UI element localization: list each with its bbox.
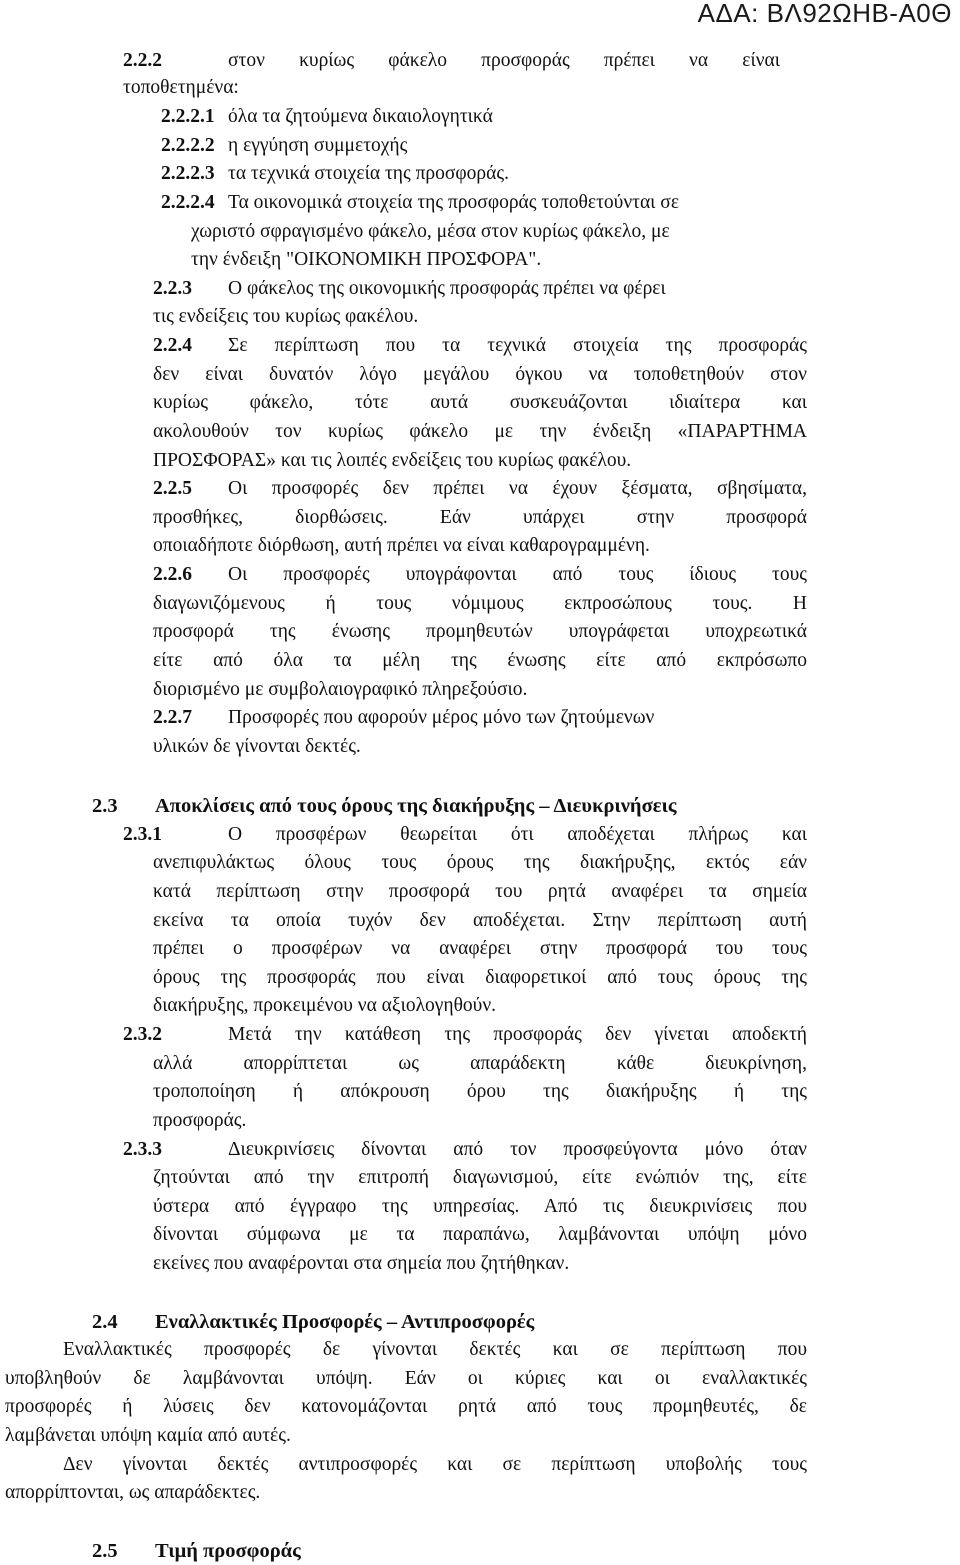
subsection-number: 2.2.2.3	[161, 163, 215, 184]
paragraph-line: Προσφορές που αφορούν μέρος μόνο των ζητούμενων	[228, 707, 655, 728]
subsection-text: η εγγύηση συμμετοχής	[228, 135, 408, 156]
paragraph-line: στον κυρίως φάκελο προσφοράς πρέπει να είναι	[228, 50, 780, 71]
ada-code: ΑΔΑ: ΒΛ92ΩΗΒ-Α0Θ	[697, 0, 952, 28]
heading-title: Αποκλίσεις από τους όρους της διακήρυξης – Διευκρινήσεις	[155, 795, 677, 817]
paragraph-line: Διευκρινίσεις δίνονται από τον προσφεύγοντα μόνο όταν	[228, 1139, 807, 1160]
heading-number: 2.5	[92, 1540, 118, 1562]
paragraph-line: ύστερα από έγγραφο της υπηρεσίας. Από τις διευκρινίσεις που	[153, 1196, 807, 1217]
paragraph-line: προσφορά της ένωσης προμηθευτών υπογράφεται υποχρεωτικά	[153, 621, 807, 642]
paragraph-line: δίνονται σύμφωνα με τα παραπάνω, λαμβάνονται υπόψη μόνο	[153, 1224, 807, 1245]
paragraph-line: οποιαδήποτε διόρθωση, αυτή πρέπει να είναι καθαρογραμμένη.	[153, 535, 650, 556]
section-number: 2.2.4	[153, 335, 192, 356]
paragraph-line: υποβληθούν δε λαμβάνονται υπόψη. Εάν οι κύριες και οι εναλλακτικές	[5, 1368, 807, 1389]
paragraph-line: ακολουθούν τον κυρίως φάκελο με την ένδειξη «ΠΑΡΑΡΤΗΜΑ	[153, 421, 807, 442]
subsection-number: 2.2.2.1	[161, 106, 215, 127]
paragraph-line: ανεπιφυλάκτως όλους τους όρους της διακήρυξης, εκτός εάν	[153, 852, 807, 873]
paragraph-line: Ο προσφέρων θεωρείται ότι αποδέχεται πλήρως και	[228, 824, 807, 845]
paragraph-line: Εναλλακτικές προσφορές δε γίνονται δεκτές και σε περίπτωση που	[63, 1339, 807, 1360]
section-number: 2.2.3	[153, 278, 192, 299]
section-number: 2.3.3	[123, 1139, 162, 1160]
heading-title: Τιμή προσφοράς	[155, 1540, 301, 1562]
paragraph-line: Οι προσφορές δεν πρέπει να έχουν ξέσματα, σβησίματα,	[228, 478, 807, 499]
paragraph-line: διορισμένο με συμβολαιογραφικό πληρεξούσιο.	[153, 679, 528, 700]
subsection-text: χωριστό σφραγισμένο φάκελο, μέσα στον κυρίως φάκελο, με	[191, 221, 670, 242]
paragraph-line: κατά περίπτωση στην προσφορά του ρητά αναφέρει τα σημεία	[153, 881, 807, 902]
paragraph-line: τροποποίηση ή απόκρουση όρου της διακήρυξης ή της	[153, 1081, 807, 1102]
section-number: 2.2.5	[153, 478, 192, 499]
paragraph-line: αλλά απορρίπτεται ως απαράδεκτη κάθε διευκρίνηση,	[153, 1053, 807, 1074]
heading-number: 2.3	[92, 795, 118, 817]
section-number: 2.2.2	[123, 50, 162, 71]
subsection-number: 2.2.2.2	[161, 135, 215, 156]
paragraph-line: ΠΡΟΣΦΟΡΑΣ» και τις λοιπές ενδείξεις του κυρίως φακέλου.	[153, 450, 632, 471]
section-number: 2.3.2	[123, 1024, 162, 1045]
paragraph-line: ζητούνται από την επιτροπή διαγωνισμού, είτε ενώπιόν της, είτε	[153, 1167, 807, 1188]
paragraph-line: προσφορές ή λύσεις δεν κατονομάζονται ρητά από τους προμηθευτές, δε	[5, 1396, 807, 1417]
heading-number: 2.4	[92, 1311, 118, 1333]
paragraph-line: τις ενδείξεις του κυρίως φακέλου.	[153, 306, 419, 327]
paragraph-line: είτε από όλα τα μέλη της ένωσης είτε από εκπρόσωπο	[153, 650, 807, 671]
paragraph-line: Δεν γίνονται δεκτές αντιπροσφορές και σε περίπτωση υποβολής τους	[63, 1454, 807, 1475]
section-number: 2.2.7	[153, 707, 192, 728]
paragraph-line: λαμβάνεται υπόψη καμία από αυτές.	[5, 1425, 291, 1446]
subsection-text: την ένδειξη "ΟΙΚΟΝΟΜΙΚΗ ΠΡΟΣΦΟΡΑ".	[191, 249, 542, 270]
paragraph-line: δεν είναι δυνατόν λόγο μεγάλου όγκου να τοποθετηθούν στον	[153, 364, 807, 385]
subsection-number: 2.2.2.4	[161, 192, 215, 213]
paragraph-line: διακήρυξης, προκειμένου να αξιολογηθούν.	[153, 995, 497, 1016]
paragraph-line: Οι προσφορές υπογράφονται από τους ίδιους τους	[228, 564, 807, 585]
paragraph-line: Ο φάκελος της οικονομικής προσφοράς πρέπει να φέρει	[228, 278, 666, 299]
subsection-text: τα τεχνικά στοιχεία της προσφοράς.	[228, 163, 509, 184]
subsection-text: όλα τα ζητούμενα δικαιολογητικά	[228, 106, 493, 127]
paragraph-line: προσφοράς.	[153, 1110, 247, 1131]
paragraph-line: εκείνα τα οποία τυχόν δεν αποδέχεται. Στην περίπτωση αυτή	[153, 910, 807, 931]
paragraph-line: τοποθετημένα:	[123, 77, 239, 98]
section-number: 2.3.1	[123, 824, 162, 845]
paragraph-line: υλικών δε γίνονται δεκτές.	[153, 736, 361, 757]
paragraph-line: όρους της προσφοράς που είναι διαφορετικοί από τους όρους της	[153, 967, 807, 988]
paragraph-line: εκείνες που αναφέρονται στα σημεία που ζητήθηκαν.	[153, 1253, 570, 1274]
paragraph-line: Μετά την κατάθεση της προσφοράς δεν γίνεται αποδεκτή	[228, 1024, 807, 1045]
paragraph-line: απορρίπτονται, ως απαράδεκτες.	[5, 1482, 261, 1503]
paragraph-line: προσθήκες, διορθώσεις. Εάν υπάρχει στην προσφορά	[153, 507, 807, 528]
paragraph-line: πρέπει ο προσφέρων να αναφέρει στην προσφορά του τους	[153, 938, 807, 959]
subsection-text: Τα οικονομικά στοιχεία της προσφοράς τοποθετούνται σε	[228, 192, 680, 213]
heading-title: Εναλλακτικές Προσφορές – Αντιπροσφορές	[155, 1311, 535, 1333]
paragraph-line: κυρίως φάκελο, τότε αυτά συσκευάζονται ιδιαίτερα και	[153, 392, 807, 413]
section-number: 2.2.6	[153, 564, 192, 585]
paragraph-line: διαγωνιζόμενους ή τους νόμιμους εκπροσώπους τους. Η	[153, 593, 807, 614]
paragraph-line: Σε περίπτωση που τα τεχνικά στοιχεία της προσφοράς	[228, 335, 807, 356]
